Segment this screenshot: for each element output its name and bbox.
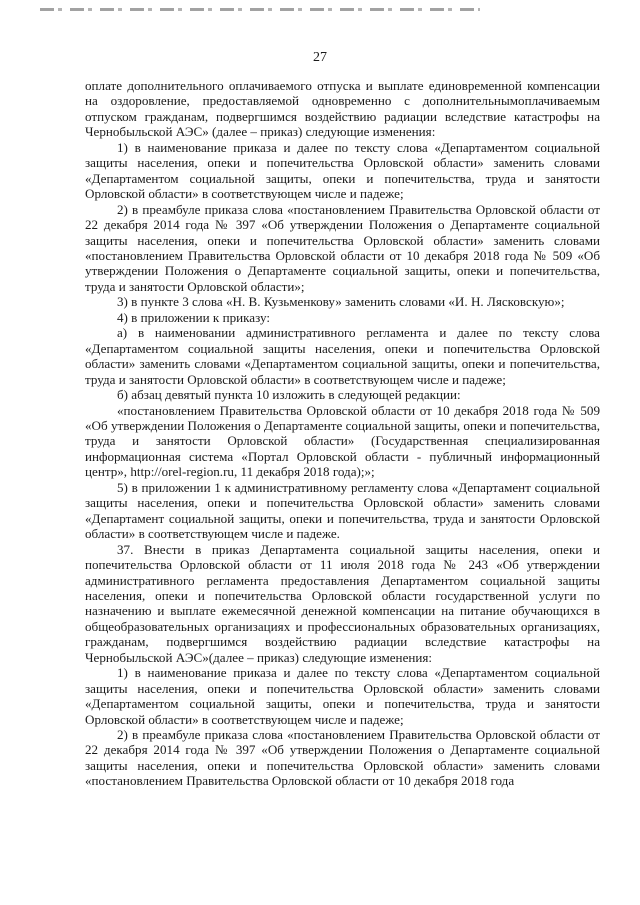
paragraph-quote: «постановлением Правительства Орловской области от 10 декабря 2018 года № 509 «Об утверждении Положения о Департаменте социальной защиты, опеки и попечительства, труда и занятости Орловской области» (Государственная специализированная информационная система «Портал Орловской области - публичный информационный центр», http://orel-region.ru, 11 декабря 2018 года);»;: [85, 402, 600, 480]
paragraph-item-4a: а) в наименовании административного регламента и далее по тексту слова «Департаментом социальной защиты населения, опеки и попечительства Орловской области» заменить словами «Департаментом социальной защиты, опеки и попечительства, труда и занятости Орловской области» в соответствующем числе и падеже;: [85, 325, 600, 387]
paragraph-item-2: 2) в преамбуле приказа слова «постановлением Правительства Орловской области от 22 декабря 2014 года № 397 «Об утверждении Положения о Департаменте социальной защиты населения, опеки и попечительства Орловской области» заменить словами «постановлением Правительства Орловской области от 10 декабря 2018 года № 509 «Об утверждении Положения о Департаменте социальной защиты, опеки и попечительства, труда и занятости Орловской области»;: [85, 201, 600, 294]
paragraph-item-4b: б) абзац девятый пункта 10 изложить в следующей редакции:: [117, 387, 461, 403]
paragraph-item-1: 1) в наименование приказа и далее по тексту слова «Департаментом социальной защиты населения, опеки и попечительства Орловской области» заменить словами «Департаментом социальной защиты, опеки и попечительства, труда и занятости Орловской области» в соответствующем числе и падеже;: [85, 139, 600, 202]
paragraph-item-3: 3) в пункте 3 слова «Н. В. Кузьменкову» заменить словами «И. Н. Лясковскую»;: [117, 294, 565, 310]
document-body: [85, 78, 600, 789]
paragraph-section-37-item-2: 2) в преамбуле приказа слова «постановлением Правительства Орловской области от 22 декабря 2014 года № 397 «Об утверждении Положения о Департаменте социальной защиты населения, опеки и попечительства Орловской области» заменить словами «постановлением Правительства Орловской области от 10 декабря 2018 года: [85, 727, 600, 789]
paragraph-section-37: 37. Внести в приказ Департамента социальной защиты населения, опеки и попечительства Орловской области от 11 июля 2018 года № 243 «Об утверждении административного регламента предоставления Департаментом социальной защиты населения, опеки и попечительства Орловской области государственной услуги по назначению и выплате ежемесячной денежной компенсации на питание обучающихся в общеобразовательных организациях и профессиональных образовательных организациях, гражданам, подвергшимся воздействию радиации вследствие катастрофы на Чернобыльской АЭС»(далее – приказ) следующие изменения:: [85, 541, 600, 665]
paragraph-continuation: оплате дополнительного оплачиваемого отпуска и выплате единовременной компенсации на оздоровление, предоставляемой одновременно с дополнительнымоплачиваемым отпуском гражданам, подвергшимся воздействию радиации вследствие катастрофы на Чернобыльской АЭС» (далее – приказ) следующие изменения:: [85, 78, 600, 140]
paragraph-item-4: 4) в приложении к приказу:: [117, 309, 271, 325]
paragraph-section-37-item-1: 1) в наименование приказа и далее по тексту слова «Департаментом социальной защиты населения, опеки и попечительства Орловской области» заменить словами «Департаментом социальной защиты, опеки и попечительства, труда и занятости Орловской области» в соответствующем числе и падеже;: [85, 665, 600, 727]
page-number: 27: [313, 50, 327, 65]
paragraph-item-5: 5) в приложении 1 к административному регламенту слова «Департамент социальной защиты населения, опеки и попечительства Орловской области» заменить словами «Департамент социальной защиты, опеки и попечительства, труда и занятости Орловской области» в соответствующем числе и падеже.: [85, 479, 600, 542]
scan-edge-artifact: [40, 8, 480, 11]
